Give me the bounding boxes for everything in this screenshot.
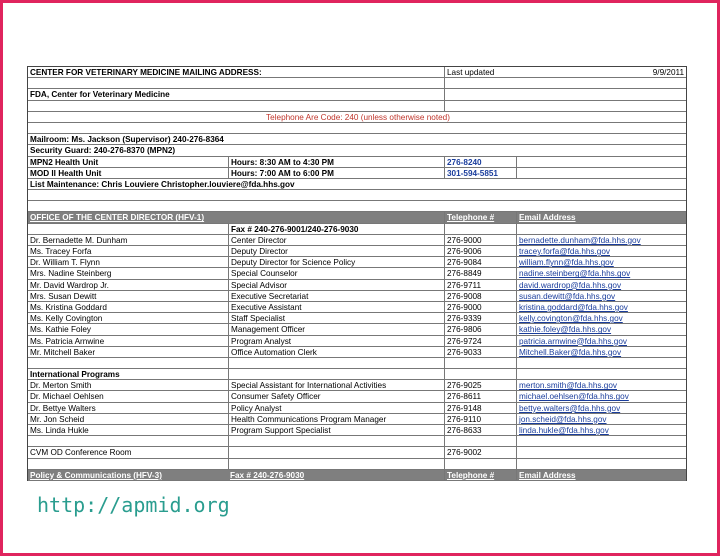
table-row [28,403,686,414]
contact-name: Dr. Merton Smith [30,381,92,391]
contact-name: Ms. Patricia Arnwine [30,336,105,346]
contact-email-link[interactable]: william.flynn@fda.hhs.gov [516,257,686,267]
contact-title: Special Counselor [228,268,444,278]
contact-email-link[interactable]: kathie.foley@fda.hhs.gov [516,324,686,334]
phone-note-row [28,112,686,123]
contact-phone: 276-9000 [444,302,516,312]
contact-name: Dr. William T. Flynn [30,258,100,268]
table-row [28,414,686,425]
contact-name: Mr. Mitchell Baker [30,347,96,357]
contact-name: Mr. David Wardrop Jr. [30,280,109,290]
contact-name: Dr. Bernadette M. Dunham [30,235,128,245]
contact-phone: 276-9711 [444,280,516,290]
contact-name: Mr. Jon Scheid [30,414,85,424]
sheet-title: CENTER FOR VETERINARY MEDICINE MAILING ADDRESS: [30,68,262,77]
contact-email-link[interactable]: kelly.covington@fda.hhs.gov [516,313,686,323]
contact-name: Ms. Kelly Covington [30,314,103,324]
contact-title: Staff Specialist [228,313,444,323]
contact-phone: 276-9033 [444,347,516,357]
mpn2-row [28,157,686,168]
contact-phone: 276-9008 [444,291,516,301]
contact-email-link[interactable]: patricia.arnwine@fda.hhs.gov [516,336,686,346]
contact-title: Management Officer [228,324,444,334]
section3-header-row [28,470,686,481]
table-row [28,313,686,324]
contact-title: Health Communications Program Manager [228,414,444,424]
blank-row [28,123,686,134]
table-row [28,268,686,279]
contact-title: Deputy Director [228,246,444,256]
table-row [28,257,686,268]
mailroom-text: Mailroom: Ms. Jackson (Supervisor) 240-276-8364 [30,135,224,145]
section3-heading: Policy & Communications (HFV-3) [30,470,162,480]
security-row [28,145,686,156]
contact-email-link[interactable]: linda.hukle@fda.hhs.gov [516,425,686,435]
contact-email-link[interactable]: susan.dewitt@fda.hhs.gov [516,291,686,301]
section-heading: OFFICE OF THE CENTER DIRECTOR (HFV-1) [30,213,205,223]
table-row [28,324,686,335]
contact-title: Office Automation Clerk [228,347,444,357]
list-maintenance: List Maintenance: Chris Louviere Christopher.louviere@fda.hhs.gov [30,179,295,189]
contact-email-link[interactable]: david.wardrop@fda.hhs.gov [516,280,686,290]
contact-phone: 276-9148 [444,403,516,413]
table-row [28,246,686,257]
section2-heading-row [28,369,686,380]
contact-email-link[interactable]: michael.oehlsen@fda.hhs.gov [516,391,686,401]
contact-phone: 276-9084 [444,257,516,267]
table-row [28,425,686,436]
blank-row [28,78,686,89]
section-header-row [28,212,686,223]
contact-title: Special Assistant for International Activities [228,380,444,390]
watermark: http://apmid.org [37,493,230,517]
org-row [28,89,686,100]
contact-title: Special Advisor [228,280,444,290]
contact-title: Executive Secretariat [228,291,444,301]
contact-phone: 276-9806 [444,324,516,334]
contact-email-link[interactable]: tracey.forfa@fda.hhs.gov [516,246,686,256]
fax-row [28,224,686,235]
section3-email-header: Email Address [516,470,686,480]
conference-name: CVM OD Conference Room [30,448,132,458]
blank-row [28,358,686,369]
contact-phone: 276-9724 [444,336,516,346]
mod2-phone: 301-594-5851 [444,168,516,178]
contact-title: Program Analyst [228,336,444,346]
contact-title: Deputy Director for Science Policy [228,257,444,267]
contact-title: Policy Analyst [228,403,444,413]
blank-row [28,190,686,201]
table-row [28,280,686,291]
security-text: Security Guard: 240-276-8370 (MPN2) [30,146,176,156]
contact-name: Mrs. Susan Dewitt [30,291,97,301]
spreadsheet [27,66,687,481]
conference-row [28,447,686,458]
table-row [28,380,686,391]
phone-note: Telephone Are Code: 240 (unless otherwise noted) [266,112,450,122]
title-row [28,67,686,78]
contact-name: Mrs. Nadine Steinberg [30,269,112,279]
contact-name: Ms. Kathie Foley [30,325,91,335]
table-row [28,291,686,302]
contact-name: Ms. Linda Hukle [30,426,89,435]
contact-title: Program Support Specialist [228,425,444,435]
blank-row [28,201,686,212]
mod2-row [28,168,686,179]
table-row [28,302,686,313]
contact-email-link[interactable]: kristina.goddard@fda.hhs.gov [516,302,686,312]
section3-fax: Fax # 240-276-9030 [230,470,305,480]
mod2-unit: MOD II Health Unit [30,168,102,178]
table-row [28,336,686,347]
contact-name: Dr. Bettye Walters [30,403,96,413]
section3-telephone-header: Telephone # [444,470,516,480]
contact-name: Ms. Tracey Forfa [30,247,92,256]
contact-title: Center Director [228,235,444,245]
blank-row [28,101,686,112]
contact-email-link[interactable]: bettye.walters@fda.hhs.gov [516,403,686,413]
last-updated-value: 9/9/2011 [652,68,684,77]
conference-phone: 276-9002 [444,447,516,457]
contact-title: Consumer Safety Officer [228,391,444,401]
last-updated-label: Last updated [444,67,516,77]
mailroom-row [28,134,686,145]
blank-row [28,459,686,470]
contact-email-link[interactable]: Mitchell.Baker@fda.hhs.gov [516,347,686,357]
contact-email-link[interactable]: merton.smith@fda.hhs.gov [516,380,686,390]
table-row [28,235,686,246]
telephone-header: Telephone # [444,212,516,222]
mpn2-phone: 276-8240 [444,157,516,167]
contact-phone: 276-9025 [444,380,516,390]
fax-number: Fax # 240-276-9001/240-276-9030 [228,224,444,234]
contact-phone: 276-9000 [444,235,516,245]
mod2-hours: Hours: 7:00 AM to 6:00 PM [228,168,444,178]
contact-phone: 276-8849 [444,268,516,278]
contact-phone: 276-9339 [444,313,516,323]
contact-name: Ms. Kristina Goddard [30,302,107,312]
contact-phone: 276-8633 [444,425,516,435]
section2-rows [28,380,686,436]
contact-email-link[interactable]: jon.scheid@fda.hhs.gov [516,414,686,424]
section2-heading: International Programs [30,370,120,380]
contact-email-link[interactable]: bernadette.dunham@fda.hhs.gov [516,235,686,245]
contact-phone: 276-8611 [444,391,516,401]
contact-phone: 276-9110 [444,414,516,424]
mpn2-hours: Hours: 8:30 AM to 4:30 PM [228,157,444,167]
mpn2-unit: MPN2 Health Unit [30,157,99,167]
contact-title: Executive Assistant [228,302,444,312]
list-maint-row [28,179,686,190]
blank-row [28,436,686,447]
section1-rows [28,235,686,358]
contact-email-link[interactable]: nadine.steinberg@fda.hhs.gov [516,268,686,278]
org-name: FDA, Center for Veterinary Medicine [30,90,170,100]
table-row [28,391,686,402]
contact-name: Dr. Michael Oehlsen [30,392,104,402]
table-row [28,347,686,358]
email-header: Email Address [516,212,686,222]
contact-phone: 276-9006 [444,246,516,256]
